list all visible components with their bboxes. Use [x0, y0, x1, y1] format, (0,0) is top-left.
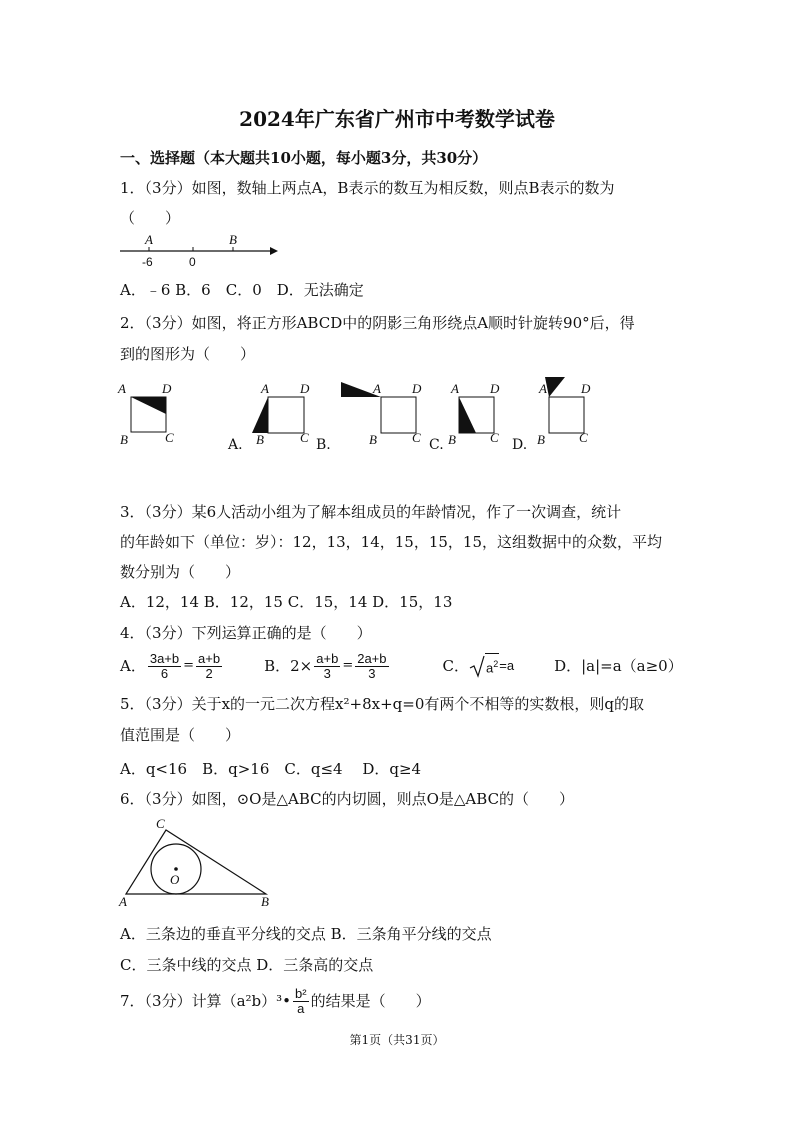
q3-stem-line3: 数分别为（ ） — [120, 563, 241, 581]
q5-options: A．q<16 B．q>16 C．q≤4 D．q≥4 — [120, 760, 422, 778]
svg-text:A: A — [118, 381, 126, 396]
q4-option-c-prefix: C． — [442, 657, 469, 675]
q2-option-b-label: B. — [316, 437, 331, 453]
svg-text:D: D — [162, 381, 172, 396]
q2-option-c-figure — [448, 381, 500, 447]
point-b-label: B — [229, 234, 237, 247]
q4-option-d: D．|a|=a（a≥0） — [554, 657, 683, 675]
svg-text:D: D — [581, 381, 591, 396]
q2-stem-line1: 2．（3分）如图，将正方形ABCD中的阴影三角形绕点A顺时针旋转90°后，得 — [120, 314, 635, 332]
center-point-o — [174, 867, 178, 871]
incircle-triangle-figure — [112, 812, 282, 912]
q1-stem-line1: 1．（3分）如图，数轴上两点A，B表示的数互为相反数，则点B表示的数为 — [120, 179, 615, 197]
q4-option-b-frac1: $\frac{a+b}{3}$ — [316, 650, 339, 681]
svg-text:C: C — [412, 430, 421, 445]
svg-text:C: C — [579, 430, 588, 445]
q4-stem: 4．（3分）下列运算正确的是（ ） — [120, 624, 372, 642]
q2-option-a-label: A. — [228, 437, 243, 453]
q4-option-c-radicand: $a^2$ — [485, 653, 499, 678]
equals-sign: = — [342, 658, 354, 673]
q4-option-b-frac2: $\frac{2a+b}{3}$ — [357, 650, 387, 681]
q1-stem-line2: （ ） — [120, 209, 181, 227]
q2-option-b-figure — [341, 381, 422, 447]
svg-text:D: D — [490, 381, 500, 396]
q5-stem-line2: 值范围是（ ） — [120, 726, 241, 744]
svg-text:B: B — [537, 432, 545, 447]
q2-original-square — [117, 381, 174, 447]
q2-option-d-figure — [537, 377, 591, 447]
q1-options: A．﹣6 B．6 C．0 D．无法确定 — [120, 281, 364, 299]
svg-text:D: D — [300, 381, 310, 396]
equals-sign: = — [183, 658, 195, 673]
q3-options: A．12，14 B．12，15 C．15，14 D．15，13 — [120, 593, 453, 611]
center-o-label: O — [170, 872, 180, 887]
svg-text:A: A — [451, 381, 459, 396]
vertex-b-label: B — [261, 894, 269, 909]
svg-text:A: A — [373, 381, 381, 396]
q2-option-d-label: D. — [512, 437, 528, 453]
q2-stem-line2: 到的图形为（ ） — [120, 345, 256, 363]
tick-label-neg6: -6 — [142, 255, 153, 269]
tick-label-zero: 0 — [189, 255, 196, 269]
svg-text:A: A — [261, 381, 269, 396]
q7-suffix: 的结果是（ ） — [310, 992, 431, 1010]
page-footer: 第1页（共31页） — [349, 1033, 445, 1047]
svg-text:D: D — [412, 381, 422, 396]
vertex-c-label: C — [156, 816, 165, 831]
svg-text:B: B — [120, 432, 128, 447]
q7-prefix: 7．（3分）计算（a²b）³• — [120, 992, 292, 1010]
q2-option-c-label: C. — [429, 437, 444, 453]
sqrt-icon — [469, 654, 485, 678]
q4-option-b-prefix: B．2× — [264, 657, 313, 675]
q3-stem-line2: 的年龄如下（单位：岁）：12，13，14，15，15，15，这组数据中的众数，平均 — [120, 533, 663, 551]
svg-text:B: B — [369, 432, 377, 447]
q4-option-a-frac2: $\frac{a+b}{2}$ — [198, 650, 221, 681]
number-line-figure — [112, 234, 282, 270]
svg-text:C: C — [490, 430, 499, 445]
svg-text:B: B — [448, 432, 456, 447]
point-a-label: A — [145, 234, 153, 247]
q3-stem-line1: 3．（3分）某6人活动小组为了解本组成员的年龄情况，作了一次调查，统计 — [120, 503, 622, 521]
svg-text:A: A — [539, 381, 547, 396]
page-title: 2024年广东省广州市中考数学试卷 — [239, 107, 555, 131]
q6-options-line2: C．三条中线的交点 D．三条高的交点 — [120, 956, 374, 974]
q6-options-line1: A．三条边的垂直平分线的交点 B．三条角平分线的交点 — [120, 925, 492, 943]
q4-option-c-result: =a — [499, 658, 515, 673]
vertex-a-label: A — [119, 894, 127, 909]
arrow-head-icon — [270, 247, 278, 255]
q7-stem — [120, 984, 431, 1018]
q6-stem: 6．（3分）如图，⊙O是△ABC的内切圆，则点O是△ABC的（ ） — [120, 790, 575, 808]
q2-option-a-figure — [252, 381, 310, 447]
section-heading: 一、选择题（本大题共10小题，每小题3分，共30分） — [120, 149, 488, 167]
q4-option-a-prefix: A． — [120, 657, 146, 675]
q5-stem-line1: 5．（3分）关于x的一元二次方程x²+8x+q=0有两个不相等的实数根，则q的取 — [120, 695, 644, 713]
q4-option-a-frac1: $\frac{3a+b}{6}$ — [149, 650, 180, 681]
q7-fraction: $\frac{\text{b²}}{a}$ — [295, 985, 307, 1016]
svg-text:C: C — [165, 430, 174, 445]
q4-options — [120, 652, 683, 680]
svg-text:C: C — [300, 430, 309, 445]
svg-text:B: B — [256, 432, 264, 447]
